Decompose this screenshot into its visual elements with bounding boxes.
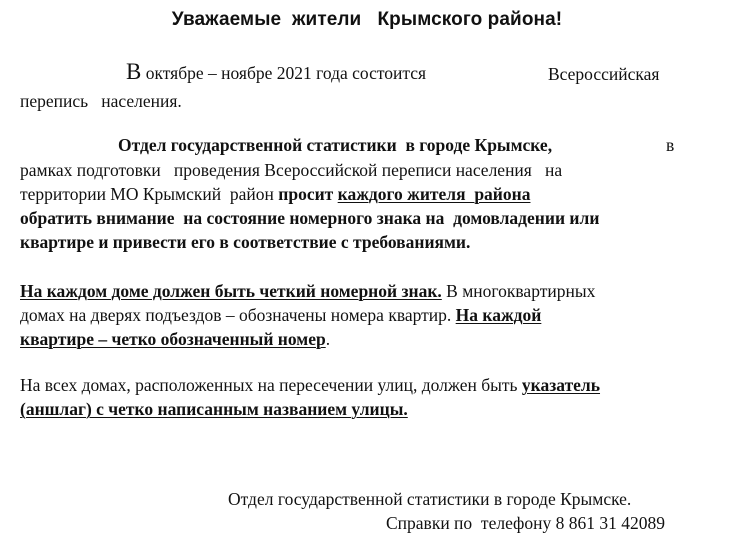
p3-line-3-end: . xyxy=(325,329,331,349)
p3-line-2-text: домах на дверях подъездов – обозначены номера квартир. xyxy=(20,305,452,325)
p3-line-3 xyxy=(20,328,330,350)
p4-line-1-text: На всех домах, расположенных на пересечении улиц, должен быть xyxy=(20,375,518,395)
p1-line-1-end: Всероссийская xyxy=(548,64,660,84)
p4-line-1 xyxy=(20,374,600,396)
p3-house-sign: На каждом доме должен быть четкий номерной знак. xyxy=(20,281,442,301)
p2-line-2: рамках подготовки проведения Всероссийской переписи населения на xyxy=(20,160,563,180)
p2-each-resident: каждого жителя района xyxy=(337,184,531,204)
p3-apartment-number: квартире – четко обозначенный номер xyxy=(20,329,326,349)
page-title: Уважаемые жители Крымского района! xyxy=(171,9,563,30)
p4-street-sign: указатель xyxy=(521,375,601,395)
p2-request: просит xyxy=(278,184,334,204)
footer-org: Отдел государственной статистики в городе Крымске. xyxy=(228,489,632,509)
p2-line-1-end: в xyxy=(666,135,675,155)
p3-line-1 xyxy=(20,280,595,302)
p3-line-2 xyxy=(20,304,541,326)
p1-line-1 xyxy=(126,61,426,84)
p1-line-1-text: октябре – ноябре 2021 года состоится xyxy=(145,63,427,83)
p2-line-4: обратить внимание на состояние номерного знака на домовладении или xyxy=(20,208,600,228)
p1-dropcap: В xyxy=(126,59,142,84)
p1-line-2: перепись населения. xyxy=(20,91,182,111)
footer-phone: Справки по телефону 8 861 31 42089 xyxy=(386,513,666,533)
p4-line-2: (аншлаг) с четко написанным названием улицы. xyxy=(20,399,408,419)
p2-line-3-text: территории МО Крымский район xyxy=(20,184,274,204)
p2-line-1 xyxy=(118,134,552,156)
p3-line-1-text: В многоквартирных xyxy=(441,281,596,301)
p2-line-3 xyxy=(20,183,530,205)
p3-each-apartment: На каждой xyxy=(455,305,542,325)
p2-org-name: Отдел государственной статистики в городе Крымске, xyxy=(118,135,553,155)
p2-line-5: квартире и привести его в соответствие с требованиями. xyxy=(20,232,471,252)
